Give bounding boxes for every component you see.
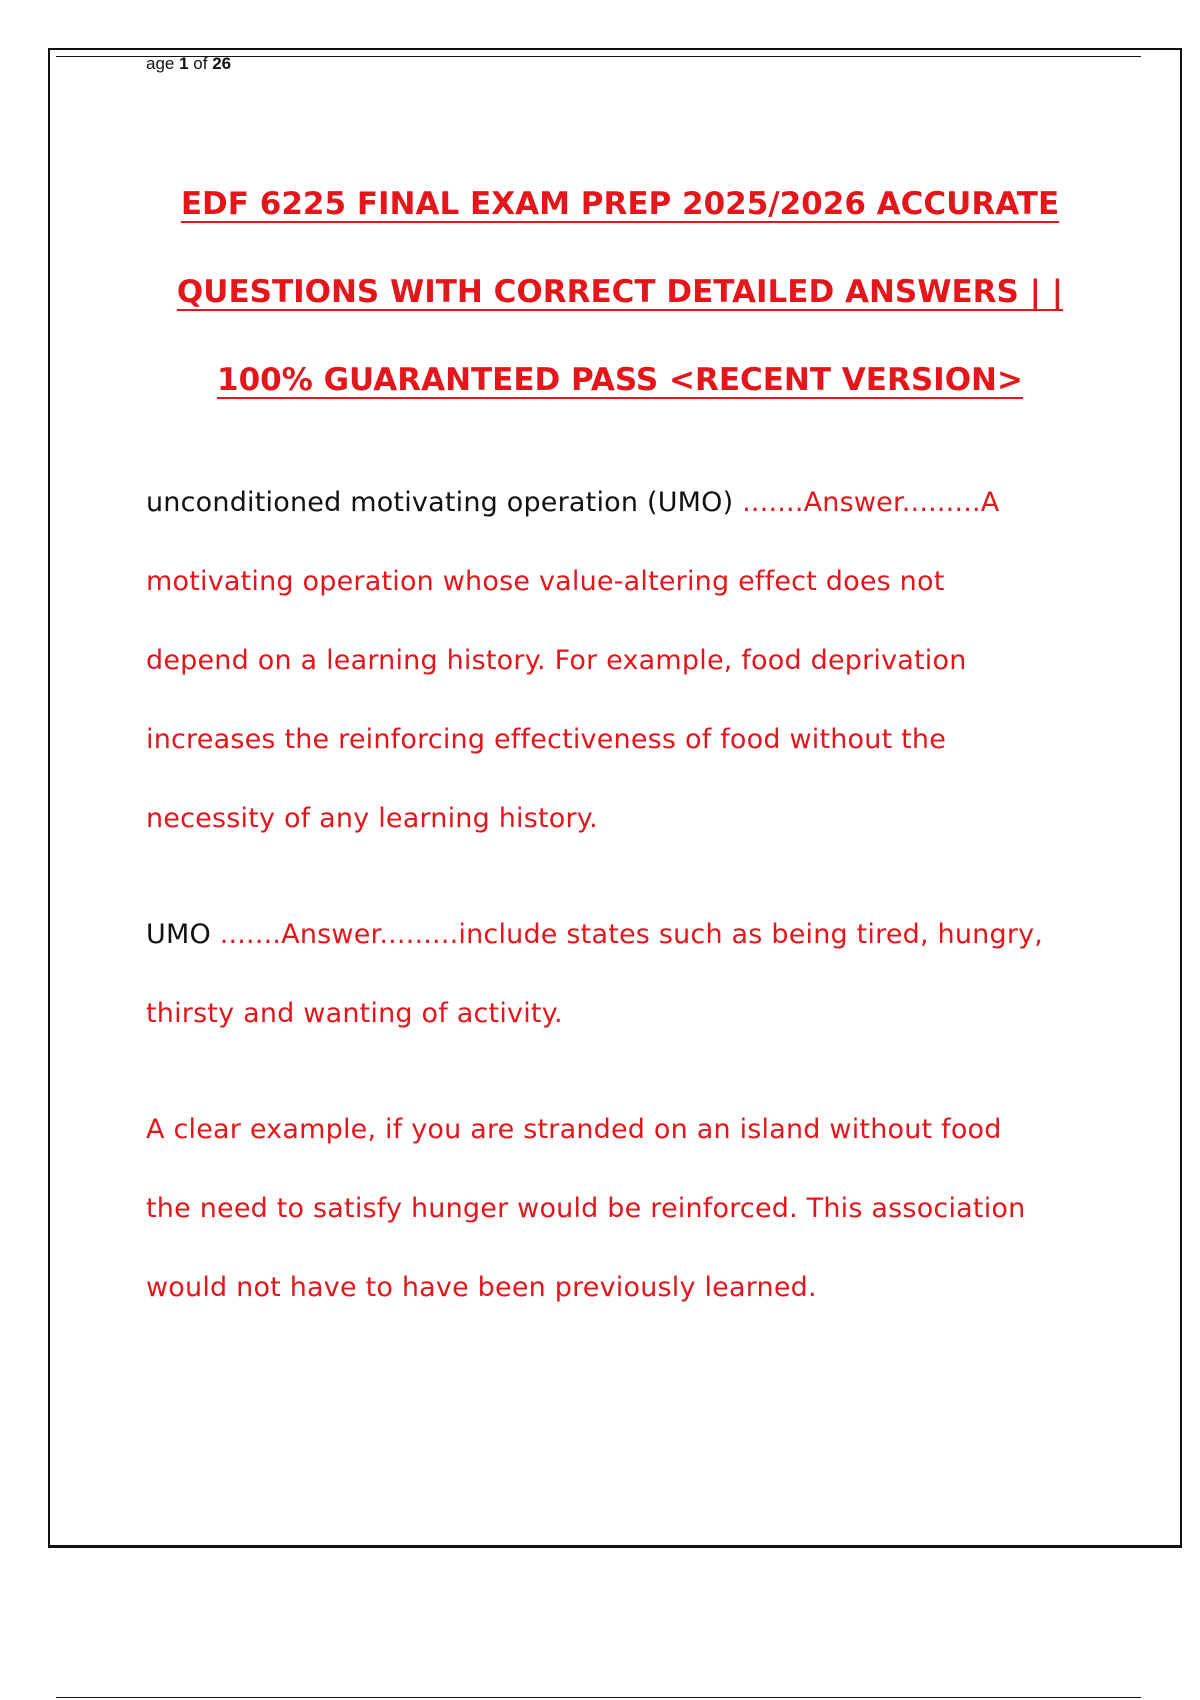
answer-text: A clear example, if you are stranded on an island without food bbox=[146, 1114, 1002, 1145]
answer-text: depend on a learning history. For example, food deprivation bbox=[146, 645, 967, 676]
page-number-label bbox=[146, 54, 231, 74]
question-term: UMO bbox=[146, 919, 220, 950]
answer-text: would not have to have been previously learned. bbox=[146, 1272, 817, 1303]
qa-entry-umo-definition bbox=[146, 463, 1086, 858]
page-of: of bbox=[188, 54, 213, 73]
answer-text: .......Answer.........A bbox=[742, 487, 1000, 518]
page-total: 26 bbox=[212, 54, 232, 73]
answer-text: increases the reinforcing effectiveness of food without the bbox=[146, 724, 947, 755]
title-line-3: 100% GUARANTEED PASS <RECENT VERSION> bbox=[217, 362, 1023, 398]
qa-line bbox=[146, 463, 1086, 542]
answer-text: the need to satisfy hunger would be reinforced. This association bbox=[146, 1193, 1026, 1224]
answer-text: thirsty and wanting of activity. bbox=[146, 998, 563, 1029]
next-page-top-rule bbox=[56, 1697, 1141, 1698]
answer-text: .......Answer.........include states such as being tired, hungry, bbox=[219, 919, 1044, 950]
qa-entry-umo-states bbox=[146, 895, 1086, 1053]
question-term: unconditioned motivating operation (UMO) bbox=[146, 487, 743, 518]
qa-line bbox=[146, 895, 1086, 974]
page-number: 1 bbox=[179, 54, 189, 73]
qa-entry-example bbox=[146, 1090, 1086, 1327]
answer-text: motivating operation whose value-altering effect does not bbox=[146, 566, 945, 597]
answer-text: necessity of any learning history. bbox=[146, 803, 598, 834]
page-prefix: age bbox=[146, 54, 180, 73]
title-line-2: QUESTIONS WITH CORRECT DETAILED ANSWERS | | bbox=[176, 274, 1064, 310]
document-title bbox=[60, 160, 1180, 424]
title-line-1: EDF 6225 FINAL EXAM PREP 2025/2026 ACCURATE bbox=[180, 186, 1060, 222]
